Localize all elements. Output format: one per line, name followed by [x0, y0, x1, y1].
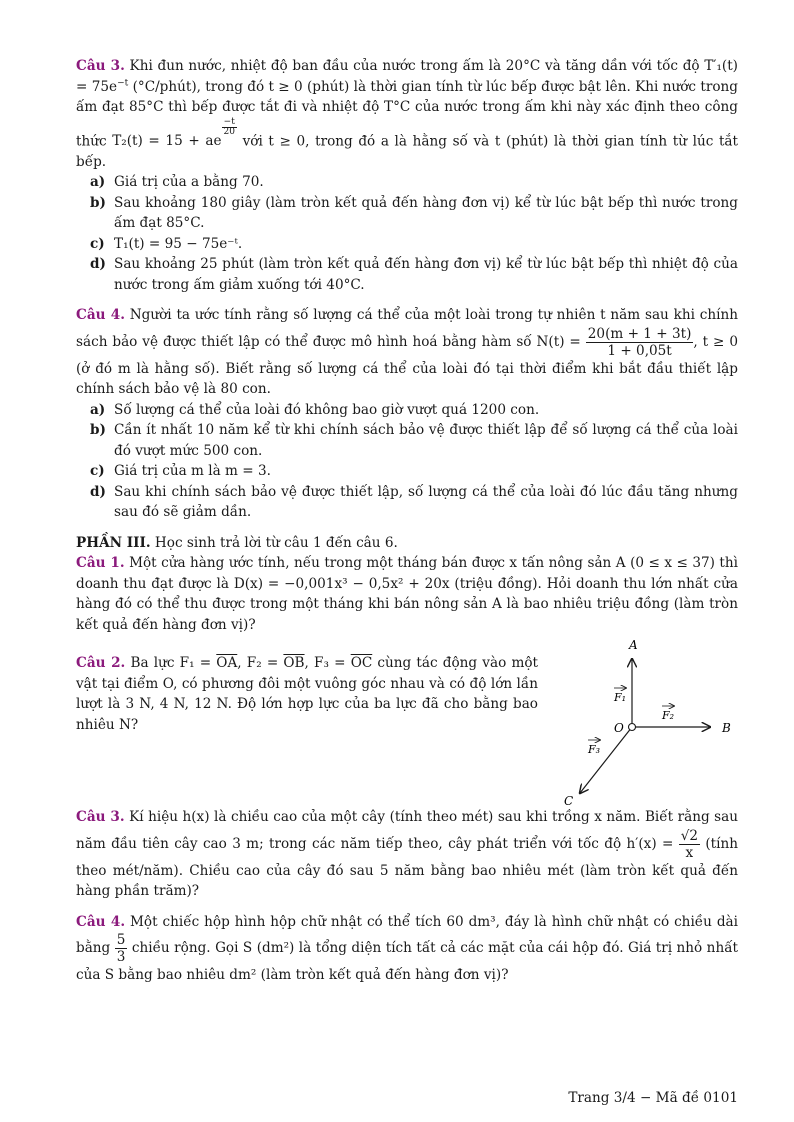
vector-oc [580, 727, 632, 793]
formula-five-thirds: $\frac{5}{3}$ [116, 932, 126, 966]
question-4-label: Câu 4. [76, 307, 125, 324]
formula-n-fraction: $\frac{20(m + 1 + 3t)}{1 + 0,05t}$ [587, 325, 692, 359]
label-a: A [629, 638, 638, 653]
question-4-options [76, 400, 738, 523]
part-3-heading: PHẦN III. Học sinh trả lời từ câu 1 đến câu 6. [76, 534, 398, 551]
part-3-question-4: Câu 4. Một chiếc hộp hình hộp chữ nhật có thể tích 60 dm³, đáy là hình chữ nhật có chiều dài bằng $\frac{5}{3}$ chiều rộng. Gọi S (dm²) là tổng diện tích tất cả các mặt của cái hộp đó. Giá trị nhỏ nhất của S bằng bao nhiêu dm² (làm tròn kết quả đến hàng đơn vị)? [76, 913, 739, 984]
formula-h-prime: $\frac{√2}{x}$ [680, 827, 699, 861]
part-3-question-2-text: Câu 2. Ba lực $F_1 = \overline{OA}$, $F_2 = \overline{OB}$, $F_3 = \overline{OC}$ cùng tác động vào một vật tại điểm O, có phương đôi một vuông góc nhau và có độ lớn lần lượt là 3 N, 4 N, 12 N. Độ lớn hợp lực của ba lực đã cho bằng bao nhiêu N? [76, 655, 538, 733]
part-3-question-3: Câu 3. Kí hiệu h(x) là chiều cao của một cây (tính theo mét) sau khi trồng x năm. Biết rằng sau năm đầu tiên cây cao 3 m; trong các năm tiếp theo, cây phát triển với tốc độ h′(x) = $\frac{√2}{x}$ (tính theo mét/năm). Chiều cao của cây đó sau 5 năm bằng bao nhiêu mét (làm tròn kết quả đến hàng phần trăm)? [76, 809, 739, 900]
label-c: C [564, 794, 574, 809]
question-3-text-3: với t ≥ 0, trong đó a là hằng số và t (phút) là thời gian tính từ lúc tắt bếp. [76, 133, 738, 170]
option-c: c) Giá trị của m là m = 3. [90, 463, 271, 480]
question-3 [76, 56, 738, 295]
question-3-text-1: Khi đun nước, nhiệt độ ban đầu của nước trong ấm là 20°C và tăng dần với tốc độ [124, 58, 705, 74]
force-diagram [550, 635, 750, 811]
option-d: d) Sau khi chính sách bảo vệ được thiết lập, số lượng cá thể của loài đó lúc đầu tăng nhưng sau đó sẽ giảm dần. [90, 483, 738, 521]
label-f1: F₁ [614, 691, 627, 705]
question-3-text-2: (°C/phút), trong đó t ≥ 0 (phút) là thời gian tính từ lúc bếp được bật lên. Khi nước trong ấm đạt 85°C thì bếp được tắt đi và nhiệt độ T°C của nước trong ấm khi này xác định theo công thức [76, 78, 738, 150]
page-content [76, 56, 738, 986]
question-3-label: Câu 3. [76, 58, 125, 74]
label-b: B [722, 721, 731, 736]
part-3-question-1: Câu 1. Một cửa hàng ước tính, nếu trong một tháng bán được x tấn nông sản A (0 ≤ x ≤ 37) thì doanh thu đạt được là D(x) = −0,001x³ − 0,5x² + 20x (triệu đồng). Hỏi doanh thu lớn nhất cửa hàng đó có thể thu được trong một tháng khi bán nông sản A là bao nhiêu triệu đồng (làm tròn kết quả đến hàng đơn vị)? [76, 555, 739, 633]
option-a: a) Giá trị của a bằng 70. [90, 174, 264, 191]
option-d: d) Sau khoảng 25 phút (làm tròn kết quả đến hàng đơn vị) kể từ lúc bật bếp thì nhiệt độ của nước trong ấm giảm xuống tới 40°C. [90, 256, 738, 293]
option-b: b) Sau khoảng 180 giây (làm tròn kết quả đến hàng đơn vị) kể từ lúc bật bếp thì nước trong ấm đạt 85°C. [90, 194, 738, 232]
label-f2: F₂ [662, 709, 675, 723]
part-3-question-2 [76, 638, 738, 809]
question-4-text-1: Người ta ước tính rằng số lượng cá thể của một loài trong tự nhiên t năm sau khi chính sách bảo vệ được thiết lập có thể được mô hình hoá bằng hàm số N(t) = [76, 307, 738, 350]
option-a: a) Số lượng cá thể của loài đó không bao giờ vượt quá 1200 con. [90, 401, 540, 418]
label-o: O [614, 721, 624, 736]
label-f3: F₃ [588, 743, 601, 757]
question-3-options [76, 172, 738, 295]
question-4 [76, 305, 738, 523]
question-4-text-2: , t ≥ 0 (ở đó m là hằng số). Biết rằng số lượng cá thể của loài đó tại thời điểm khi bắt đầu thiết lập chính sách bảo vệ là 80 con. [76, 333, 738, 398]
point-o [629, 724, 636, 731]
option-b: b) Cần ít nhất 10 năm kể từ khi chính sách bảo vệ được thiết lập để số lượng cá thể của loài đó vượt mức 500 con. [90, 422, 738, 459]
page-footer: Trang 3/4 − Mã đề 0101 [568, 1090, 738, 1106]
formula-t2: T₂(t) = 15 + ae $^{\frac{-t}{20}}$ [112, 116, 235, 150]
formula-t1-prime: $T'_1(t) = 75e^{-t}$ [76, 58, 738, 95]
option-c: c) T₁(t) = 95 − 75e⁻ᵗ. [90, 235, 243, 252]
